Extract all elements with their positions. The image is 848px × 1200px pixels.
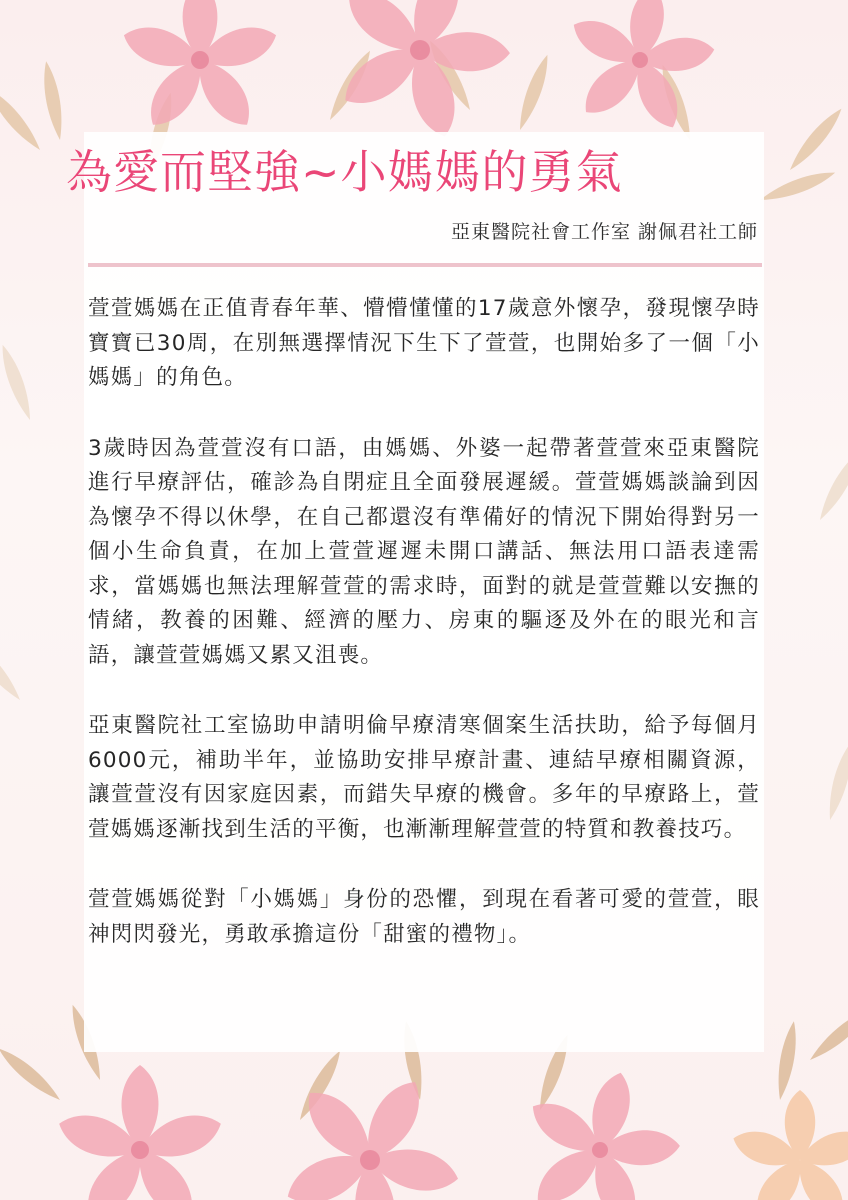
paragraph-2: 3歲時因為萱萱沒有口語，由媽媽、外婆一起帶著萱萱來亞東醫院進行早療評估，確診為自閉症且全面發展遲緩。萱萱媽媽談論到因為懷孕不得以休學，在自己都還沒有準備好的情況下開始得對另一個小生命負責，在加上萱萱遲遲未開口講話、無法用口語表達需求，當媽媽也無法理解萱萱的需求時，面對的就是萱萱難以安撫的情緒，教養的困難、經濟的壓力、房東的驅逐及外在的眼光和言語，讓萱萱媽媽又累又沮喪。 bbox=[88, 435, 760, 668]
article-author: 亞東醫院社會工作室 謝佩君社工師 bbox=[450, 221, 758, 243]
bottom-flowers bbox=[53, 1065, 680, 1200]
article-body bbox=[88, 292, 760, 988]
paragraph-3: 亞東醫院社工室協助申請明倫早療清寒個案生活扶助，給予每個月6000元，補助半年，並協助安排早療計畫、連結早療相關資源，讓萱萱沒有因家庭因素，而錯失早療的機會。多年的早療路上，萱萱媽媽逐漸找到生活的平衡，也漸漸理解萱萱的特質和教養技巧。 bbox=[88, 713, 760, 842]
article-title: 為愛而堅強~小媽媽的勇氣 bbox=[66, 145, 623, 199]
title-divider bbox=[88, 263, 762, 267]
paragraph-1: 萱萱媽媽在正值青春年華、懵懵懂懂的17歲意外懷孕，發現懷孕時寶寶已30周，在別無選擇情況下生下了萱萱，也開始多了一個「小媽媽」的角色。 bbox=[88, 296, 760, 390]
paragraph-4: 萱萱媽媽從對「小媽媽」身份的恐懼，到現在看著可愛的萱萱，眼神閃閃發光，勇敢承擔這份「甜蜜的禮物」。 bbox=[88, 887, 760, 947]
top-flowers bbox=[119, 0, 717, 142]
